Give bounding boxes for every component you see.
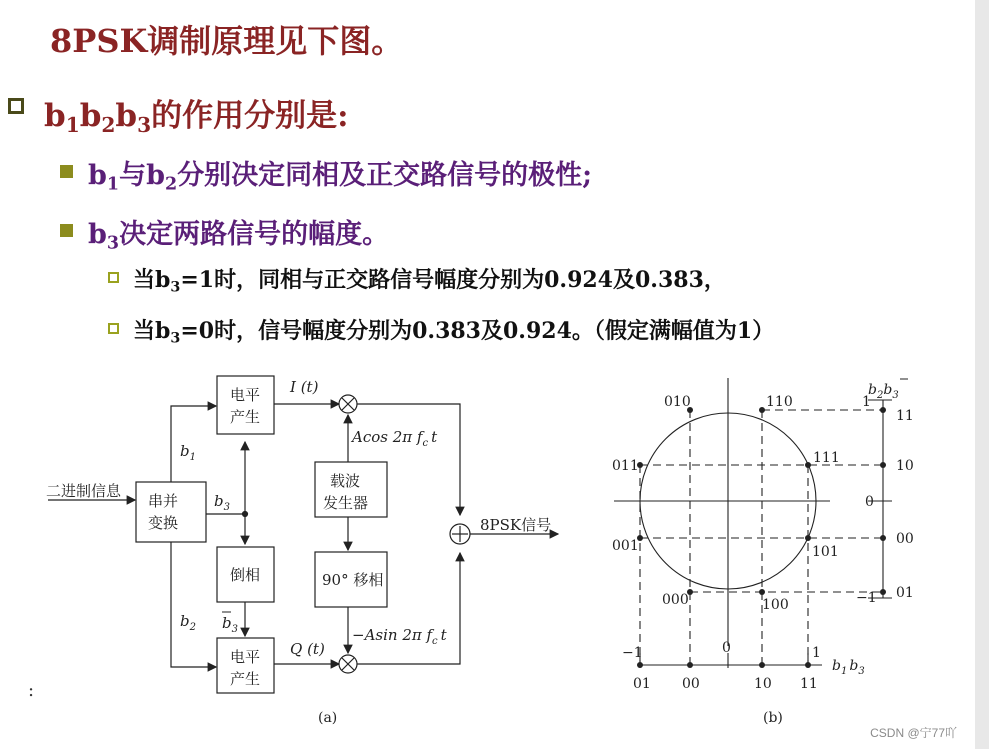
carrier-line2: 发生器 (323, 494, 369, 512)
watermark: CSDN @宁77吖 (870, 726, 957, 740)
svg-text:11: 11 (896, 408, 914, 424)
label-110: 110 (766, 394, 793, 410)
input-label: 二进制信息 (46, 482, 122, 500)
output-label: 8PSK信号 (480, 516, 552, 534)
point-111 (805, 462, 811, 468)
phase-shift-label: 90° 移相 (322, 571, 384, 589)
carrier-line1: 载波 (330, 472, 361, 490)
svg-text:01: 01 (633, 676, 651, 692)
b2-label: $b_2$ (180, 612, 196, 633)
bullet-square-small-icon (108, 272, 119, 283)
caption-b: (b) (763, 710, 783, 726)
label-100: 100 (762, 597, 789, 613)
svg-text:1: 1 (862, 394, 871, 410)
I-t-label: I (t) (290, 378, 319, 396)
svg-text:10: 10 (896, 458, 914, 474)
bullet-level2-amplitude: $b_3$决定两路信号的幅度。 (88, 219, 390, 254)
label-101: 101 (812, 544, 839, 560)
svg-text:11: 11 (800, 676, 818, 692)
svg-text:0: 0 (722, 640, 731, 656)
sp-box-line2: 变换 (148, 514, 179, 532)
svg-text:00: 00 (896, 531, 914, 547)
bullet-level3-b3-zero: 当$b_3=0$时，信号幅度分别为0.383及0.924。（假定满幅值为1） (133, 318, 775, 347)
point-110 (759, 407, 765, 413)
bullet-square-filled-icon (60, 165, 73, 178)
right-scroll-gutter (975, 0, 989, 749)
caption-a: (a) (318, 710, 338, 726)
b1-label: $b_1$ (180, 442, 196, 463)
bullet-level1: $b_1b_2b_3$的作用分别是: (44, 98, 349, 138)
label-011: 011 (612, 458, 639, 474)
diagram-a-block-diagram (40, 370, 600, 730)
invert-label: 倒相 (230, 566, 261, 584)
bullet-level1-text: 的作用分别是: (151, 98, 349, 134)
b3-label: $b_3$ (214, 492, 230, 513)
Q-t-label: Q (t) (290, 640, 325, 658)
bullet-square-outline-icon (8, 98, 24, 114)
svg-text:1: 1 (812, 645, 821, 661)
label-010: 010 (664, 394, 691, 410)
sp-box-line1: 串并 (148, 492, 179, 510)
bullet-level2-polarity: $b_1$与$b_2$分别决定同相及正交路信号的极性; (88, 160, 593, 195)
level-top-line2: 产生 (230, 408, 261, 426)
svg-text:−1: −1 (856, 590, 877, 606)
label-111: 111 (813, 450, 840, 466)
point-101 (805, 535, 811, 541)
stray-colon: : (28, 680, 35, 701)
svg-text:0: 0 (865, 494, 874, 510)
bullet-square-filled-icon (60, 224, 73, 237)
diagram-b-constellation (600, 370, 920, 730)
label-000: 000 (662, 592, 689, 608)
label-001: 001 (612, 538, 639, 554)
cos-carrier-label: Acos 2π $f_c$ t (352, 428, 438, 449)
svg-text:−1: −1 (622, 645, 643, 661)
svg-text:00: 00 (682, 676, 700, 692)
level-bottom-line1: 电平 (230, 648, 261, 666)
point-100 (759, 589, 765, 595)
slide-title: 8PSK调制原理见下图。 (50, 22, 404, 60)
right-axis-head: $b_2b_3$ (868, 382, 899, 401)
bullet-level3-b3-one: 当$b_3=1$时，同相与正交路信号幅度分别为0.924及0.383， (133, 267, 726, 296)
svg-text:10: 10 (754, 676, 772, 692)
bottom-axis-label: $b_1$ $b_3$ (832, 658, 865, 677)
sin-carrier-label: −Asin 2π $f_c$ t (352, 626, 447, 647)
b3bar-label: $b_3$ (222, 614, 238, 635)
svg-text:01: 01 (896, 585, 914, 601)
level-bottom-line2: 产生 (230, 670, 261, 688)
bullet-square-small-icon (108, 323, 119, 334)
level-top-line1: 电平 (230, 386, 261, 404)
